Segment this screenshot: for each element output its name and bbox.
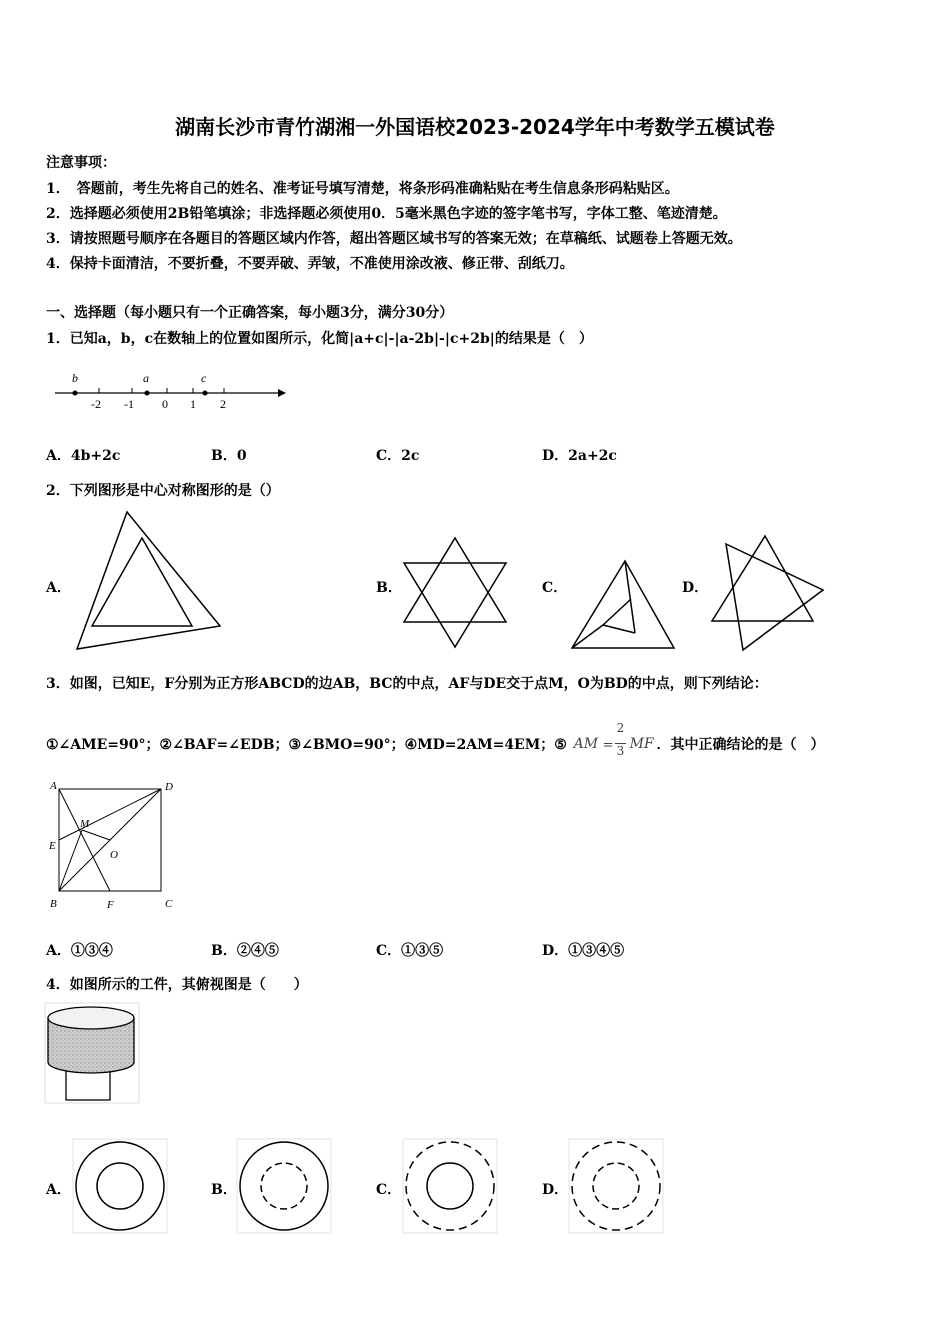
q1-option-a[interactable]: A．4b+2c [46,448,121,464]
axis-tick-label: -2 [91,397,101,411]
q3-option-c[interactable]: C．①③⑤ [376,943,444,959]
q1-stem: 1．已知a，b，c在数轴上的位置如图所示，化简|a+c|-|a-2b|-|c+2b|的结果是（ ） [46,331,593,347]
q3-conclusions [46,721,825,758]
q2-figure-d [708,532,828,657]
fraction-lhs: AM [573,736,599,752]
q4-option-a[interactable]: A． [46,1182,71,1198]
q4-figure-b [236,1138,332,1234]
axis-point-a: a [143,371,149,385]
axis-tick-label: 0 [162,397,168,411]
q1-option-b[interactable]: B．0 [211,448,247,464]
q3-option-d[interactable]: D．①③④⑤ [542,943,625,959]
axis-tick-label: 1 [190,397,196,411]
fraction-rhs: MF [629,736,654,752]
q1-option-d[interactable]: D．2a+2c [542,448,617,464]
q2-option-d[interactable]: D． [682,580,709,596]
q2-figure-a [72,508,227,653]
page-title: 湖南长沙市青竹湖湘一外国语校2023-2024学年中考数学五模试卷 [175,115,775,139]
fraction-denominator: 3 [616,744,625,758]
q3-tail: ．其中正确结论的是（ ） [656,737,825,753]
q4-workpiece-figure [44,1002,140,1106]
notice-item-2: 2．选择题必须使用2B铅笔填涂；非选择题必须使用0．5毫米黑色字迹的签字笔书写，字体工整、笔迹清楚。 [46,206,727,222]
axis-point-b: b [72,371,78,385]
point-label-c: C [165,898,173,910]
point-label-o: O [110,849,118,861]
q3-fraction [572,721,654,758]
axis-tick-label: -1 [124,397,134,411]
axis-tick-label: 2 [220,397,226,411]
notice-item-4: 4．保持卡面清洁，不要折叠，不要弄破、弄皱，不准使用涂改液、修正带、刮纸刀。 [46,256,574,272]
axis-point-c: c [201,371,207,385]
point-label-m: M [80,818,90,830]
q4-figure-c [402,1138,498,1234]
q4-figure-a [72,1138,168,1234]
q4-option-d[interactable]: D． [542,1182,569,1198]
q3-figure-square [44,776,184,916]
q1-option-c[interactable]: C．2c [376,448,420,464]
notice-item-1: 1． 答题前，考生先将自己的姓名、准考证号填写清楚，将条形码准确粘贴在考生信息条形码粘贴区。 [46,181,679,197]
point-label-f: F [107,899,114,911]
point-label-e: E [49,840,56,852]
q4-option-b[interactable]: B． [211,1182,237,1198]
q3-option-b[interactable]: B．②④⑤ [211,943,279,959]
point-label-b: B [50,898,57,910]
q2-option-c[interactable]: C． [542,580,568,596]
q2-stem: 2．下列图形是中心对称图形的是（） [46,483,280,499]
q2-figure-b [400,535,510,650]
q3-conclusion-list: ①∠AME=90°；②∠BAF=∠EDB；③∠BMO=90°；④MD=2AM=4EM；⑤ [46,737,567,753]
section-heading: 一、选择题（每小题只有一个正确答案，每小题3分，满分30分） [46,305,454,321]
q2-figure-c [568,557,678,652]
q4-stem: 4．如图所示的工件，其俯视图是（ ） [46,977,308,993]
q2-option-b[interactable]: B． [376,580,402,596]
q4-figure-d [568,1138,664,1234]
q4-option-c[interactable]: C． [376,1182,402,1198]
q1-number-line [50,368,290,412]
notice-heading: 注意事项： [46,155,116,171]
point-label-d: D [165,781,173,793]
q3-stem: 3．如图，已知E，F分别为正方形ABCD的边AB，BC的中点，AF与DE交于点M，O为BD的中点，则下列结论： [46,676,768,692]
point-label-a: A [50,780,57,792]
notice-item-3: 3．请按照题号顺序在各题目的答题区域内作答，超出答题区域书写的答案无效；在草稿纸、试题卷上答题无效。 [46,231,742,247]
fraction-numerator: 2 [616,721,625,735]
fraction-eq: = [602,738,614,753]
q2-option-a[interactable]: A． [46,580,71,596]
q3-option-a[interactable]: A．①③④ [46,943,113,959]
